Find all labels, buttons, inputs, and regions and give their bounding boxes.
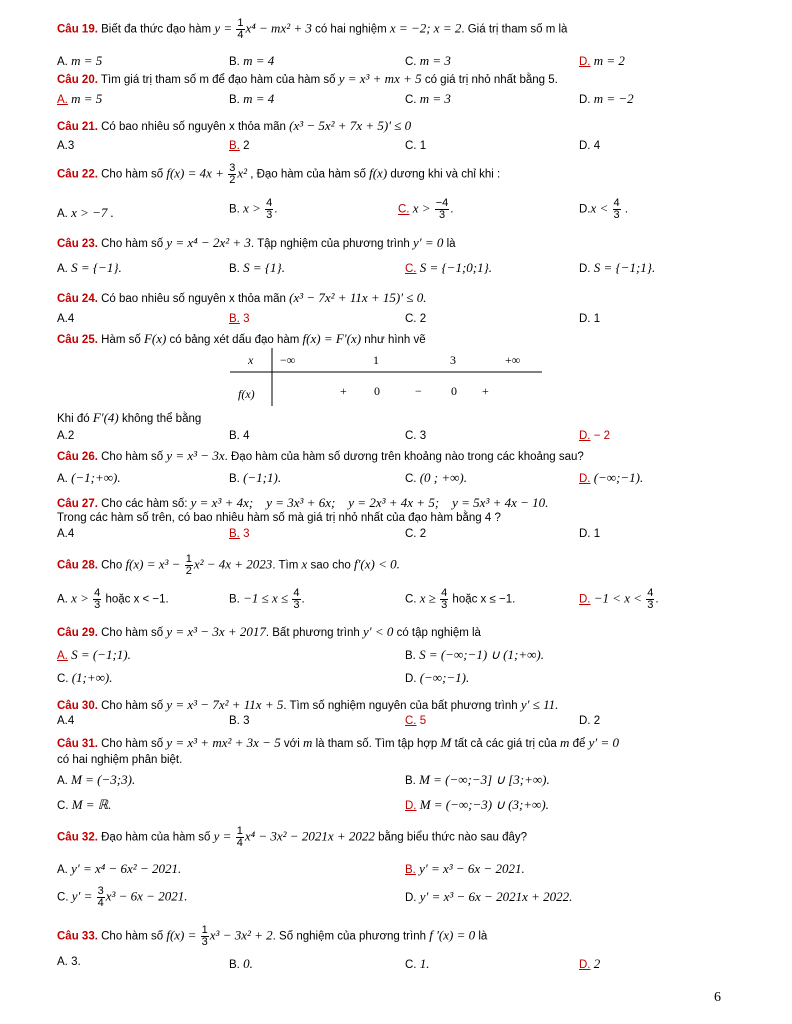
option-d[interactable]: D. (−∞;−1). [405,670,470,685]
x-value: 3 [450,353,456,367]
option-a[interactable]: A.4 [57,528,75,540]
question-text: bằng biểu thức nào sau đây? [378,831,528,844]
question-label: Câu 20. [57,74,98,86]
sign-value: + [340,384,347,398]
option-c[interactable]: C. 5 [405,715,427,727]
option-a[interactable]: A. 3. [57,956,81,968]
option-a[interactable]: A. x > −7 . [57,205,114,220]
math-expr: f(x) = x³ − [125,556,184,572]
option-b[interactable]: B. S = {1}. [229,260,285,275]
math-expr: y′ = 0 [412,235,444,250]
question-30 [57,697,558,713]
option-c[interactable]: C. x ≥ $\frac{4}{3}$ hoặc x ≤ −1. [405,587,516,611]
option-c[interactable]: C. x > $\frac{-4}{3}$ . [398,197,454,221]
question-text: Cho [101,559,123,572]
math-expr: x³ − 3x² + 2 [209,927,273,943]
question-text: Hàm số [101,334,141,346]
option-a[interactable]: A.2 [57,430,75,442]
question-text: không thể bằng [121,413,202,425]
math-expr: x² [237,165,247,181]
option-b[interactable]: B. 3 [229,313,250,325]
option-a[interactable]: A. S = {−1}. [57,260,122,275]
question-text: như hình vẽ [364,334,426,346]
option-b[interactable]: B. S = (−∞;−1) ∪ (1;+∞). [405,647,544,662]
question-25 [57,331,426,347]
x-value: 1 [373,353,379,367]
option-c[interactable]: C. m = 3 [405,53,451,68]
question-29 [57,624,481,640]
option-d[interactable]: D. 4 [579,140,601,152]
question-text: . Bất phương trình [265,627,360,639]
question-31 [57,735,619,751]
question-text: để [572,738,586,750]
question-text: Cho hàm số [101,700,164,712]
question-label: Câu 32. [57,831,98,844]
fraction: $\frac{1}{4}$ [236,825,243,849]
math-expr: f(x) [369,165,388,181]
option-d[interactable]: D.x < $\frac{4}{3}$ . [579,197,629,221]
question-text: Cho hàm số [101,930,164,943]
option-a[interactable]: A. y′ = x⁴ − 6x² − 2021. [57,861,182,876]
math-expr: F′(4) [92,410,119,425]
question-text: Cho hàm số [101,238,164,250]
question-27 [57,495,548,511]
question-33 [57,925,487,948]
option-c[interactable]: C. 2 [405,528,427,540]
math-expr: m [302,735,313,750]
option-c[interactable]: C. 1. [405,956,430,971]
question-text: có bảng xét dấu đạo hàm [169,334,300,346]
option-d[interactable]: D. 1 [579,313,601,325]
sign-value: 0 [374,384,380,398]
math-expr: y = x³ − 7x² + 11x + 5 [166,697,284,712]
question-text: với [283,738,300,750]
option-b[interactable]: B. m = 4 [229,53,275,68]
question-text: dương khi và chỉ khi : [390,168,501,181]
option-a[interactable]: A.4 [57,715,75,727]
option-d[interactable]: D. m = −2 [579,91,634,106]
question-27-line2: Trong các hàm số trên, có bao nhiêu hàm số mà giá trị nhỏ nhất của đạo hàm bằng 4 ? [57,512,501,524]
option-b[interactable]: B. −1 ≤ x ≤ $\frac{4}{3}$ . [229,587,305,611]
math-expr: y = x³ + mx² + 3x − 5 [166,735,281,750]
question-text: . Tập nghiệm của phương trình [250,238,410,250]
option-a[interactable]: A. x > $\frac{4}{3}$ hoặc x < −1. [57,587,169,611]
math-expr: (x³ − 5x² + 7x + 5)′ ≤ 0 [289,118,412,133]
option-a[interactable]: A. (−1;+∞). [57,470,121,485]
option-a[interactable]: A. m = 5 [57,91,103,106]
math-expr: y = [213,828,235,844]
question-label: Câu 22. [57,168,98,181]
option-a[interactable]: A.4 [57,313,75,325]
question-text: Có bao nhiêu số nguyên x thỏa mãn [101,121,286,133]
math-expr: x⁴ − 3x² − 2021x + 2022 [244,828,375,844]
math-expr: (x³ − 7x² + 11x + 15)′ ≤ 0. [289,290,427,305]
option-b[interactable]: B. 3 [229,528,250,540]
question-label: Câu 26. [57,451,98,463]
fraction: $\frac{1}{3}$ [201,924,208,948]
question-23 [57,235,456,251]
math-expr: x = −2; x = 2 [389,20,462,36]
option-a[interactable]: A. S = (−1;1). [57,647,131,662]
option-d[interactable]: D. m = 2 [579,53,625,68]
math-expr: x² − 4x + 2023 [193,556,273,572]
option-b[interactable]: B. m = 4 [229,91,275,106]
math-expr: y = x³ − 3x [166,448,225,463]
math-expr: f′(x) < 0. [353,556,400,572]
math-expr: x [301,556,308,572]
question-text: Đạo hàm của hàm số [101,831,211,844]
question-24 [57,290,426,306]
option-d[interactable]: D. − 2 [579,430,611,442]
sign-value: − [415,384,422,398]
question-text: . Tìm số nghiệm nguyên của bất phương trình [283,700,518,712]
option-c[interactable]: C. 2 [405,313,427,325]
question-26 [57,448,584,464]
x-value: −∞ [280,353,296,367]
question-19: Câu 19. Biết đa thức đạo hàm y = $\frac{1}{4}$ x⁴ − mx² + 3 có hai nghiệm x = −2; x = 2. Giá trị tham số m là [57,17,568,41]
option-b[interactable]: B. 3 [229,715,250,727]
question-text: có tập nghiệm là [396,627,481,639]
question-text: tất cả các giá trị của [454,738,557,750]
fraction: $\frac{3}{2}$ [229,162,236,186]
option-a[interactable]: A. M = (−3;3). [57,772,136,787]
x-value: +∞ [505,353,521,367]
question-text: Cho hàm số [101,168,164,181]
option-b[interactable]: B. x > $\frac{4}{3}$ . [229,197,278,221]
question-25-followup [57,410,201,426]
option-c[interactable]: C. y′ = $\frac{3}{4}$ x³ − 6x − 2021. [57,885,188,909]
math-expr: F(x) [143,331,167,346]
question-text: Cho hàm số [101,627,164,639]
option-c[interactable]: C. m = 3 [405,91,451,106]
math-expr: x⁴ − mx² + 3 [245,20,312,36]
question-label: Câu 24. [57,293,98,305]
question-label: Câu 25. [57,334,98,346]
question-text: Cho hàm số [101,451,164,463]
question-label: Câu 23. [57,238,98,250]
math-expr: y′ ≤ 11. [520,697,559,712]
fraction: $\frac{1}{4}$ [237,17,244,41]
question-text: Tìm giá trị tham số m để đạo hàm của hàm số [100,74,336,86]
question-21 [57,118,411,134]
question-28 [57,554,400,577]
math-expr: y = x³ − 3x + 2017 [166,624,266,639]
option-d[interactable]: D. 1 [579,528,601,540]
question-label: Câu 31. [57,738,98,750]
math-expr: f(x) = 4x + [166,165,228,181]
page-number: 6 [714,990,721,1005]
question-text: có hai nghiệm [315,23,387,36]
question-label: Câu 27. [57,498,98,510]
option-d[interactable]: D. (−∞;−1). [579,470,644,485]
option-b[interactable]: B. (−1;1). [229,470,282,485]
option-c[interactable]: C. (1;+∞). [57,670,113,685]
option-c[interactable]: C. 3 [405,430,427,442]
sign-table-x-label: x [248,353,254,367]
option-b[interactable]: B. 2 [229,140,250,152]
option-d[interactable]: D. M = (−∞;−3) ∪ (3;+∞). [405,797,549,812]
sign-value: 0 [451,384,457,398]
option-c[interactable]: C. (0 ; +∞). [405,470,467,485]
question-label: Câu 33. [57,930,98,943]
math-expr: M [440,735,452,750]
question-text: . Đạo hàm của hàm số dương trên khoảng nào trong các khoảng sau? [224,451,584,463]
option-c[interactable]: C. 1 [405,140,427,152]
option-b[interactable]: B. 0. [229,956,253,971]
option-b[interactable]: B. 4 [229,430,250,442]
option-d[interactable]: D. 2 [579,715,601,727]
math-expr: y = x³ + mx + 5 [338,71,422,86]
math-expr: y′ < 0 [362,624,394,639]
question-label: Câu 28. [57,559,98,572]
math-expr: f(x) = [166,927,200,943]
question-text: . Tìm [272,559,299,572]
question-text: Cho các hàm số: [101,498,188,510]
question-text: là [478,930,488,943]
fraction: $\frac{1}{2}$ [185,553,192,577]
math-expr: y′ = 0 [588,735,620,750]
question-text: Giá trị tham số m là [467,23,568,36]
question-text: là tham số. Tìm tập hợp [315,738,438,750]
math-expr: y = x⁴ − 2x² + 3 [166,235,251,250]
question-20 [57,71,558,87]
option-b[interactable]: B. y′ = x³ − 6x − 2021. [405,861,525,876]
math-expr: m [560,735,570,750]
question-text: Có bao nhiêu số nguyên x thỏa mãn [101,293,286,305]
question-text: . Số nghiệm của phương trình [272,930,427,943]
sign-value: + [482,384,489,398]
option-d[interactable]: D. S = {−1;1}. [579,260,656,275]
question-label: Câu 29. [57,627,98,639]
question-text: Cho hàm số [101,738,164,750]
question-22 [57,163,500,186]
question-text: có giá trị nhỏ nhất bằng 5. [424,74,558,86]
option-d[interactable]: D. 2 [579,956,601,971]
option-a[interactable]: A. m = 5 [57,53,103,68]
question-label: Câu 21. [57,121,98,133]
question-label: Câu 30. [57,700,98,712]
option-b[interactable]: B. M = (−∞;−3] ∪ [3;+∞). [405,772,550,787]
question-label: Câu 19. [57,23,98,36]
sign-table-row-label: f(x) [238,387,255,401]
question-32 [57,826,527,849]
option-d[interactable]: D. y′ = x³ − 6x − 2021x + 2022. [405,889,573,904]
sign-table [230,348,545,408]
option-c[interactable]: C. S = {−1;0;1}. [405,260,493,275]
math-expr: f ′(x) = 0 [429,927,476,943]
option-c[interactable]: C. M = ℝ. [57,797,112,812]
question-text: Khi đó [57,413,90,425]
math-expr: f(x) = F′(x) [302,331,362,346]
question-31-line2: có hai nghiệm phân biệt. [57,754,183,766]
option-a[interactable]: A.3 [57,140,75,152]
math-expr: y = x³ + 4x; y = 3x³ + 6x; y = 2x³ + 4x + 5; y = 5x³ + 4x − 10. [190,495,549,510]
option-d[interactable]: D. −1 < x < $\frac{4}{3}$ . [579,587,659,611]
question-text: , Đạo hàm của hàm số [250,168,366,181]
question-text: là [446,238,456,250]
question-text: Biết đa thức đạo hàm [101,23,212,36]
math-expr: y = [214,20,236,36]
question-text: sao cho [310,559,351,572]
